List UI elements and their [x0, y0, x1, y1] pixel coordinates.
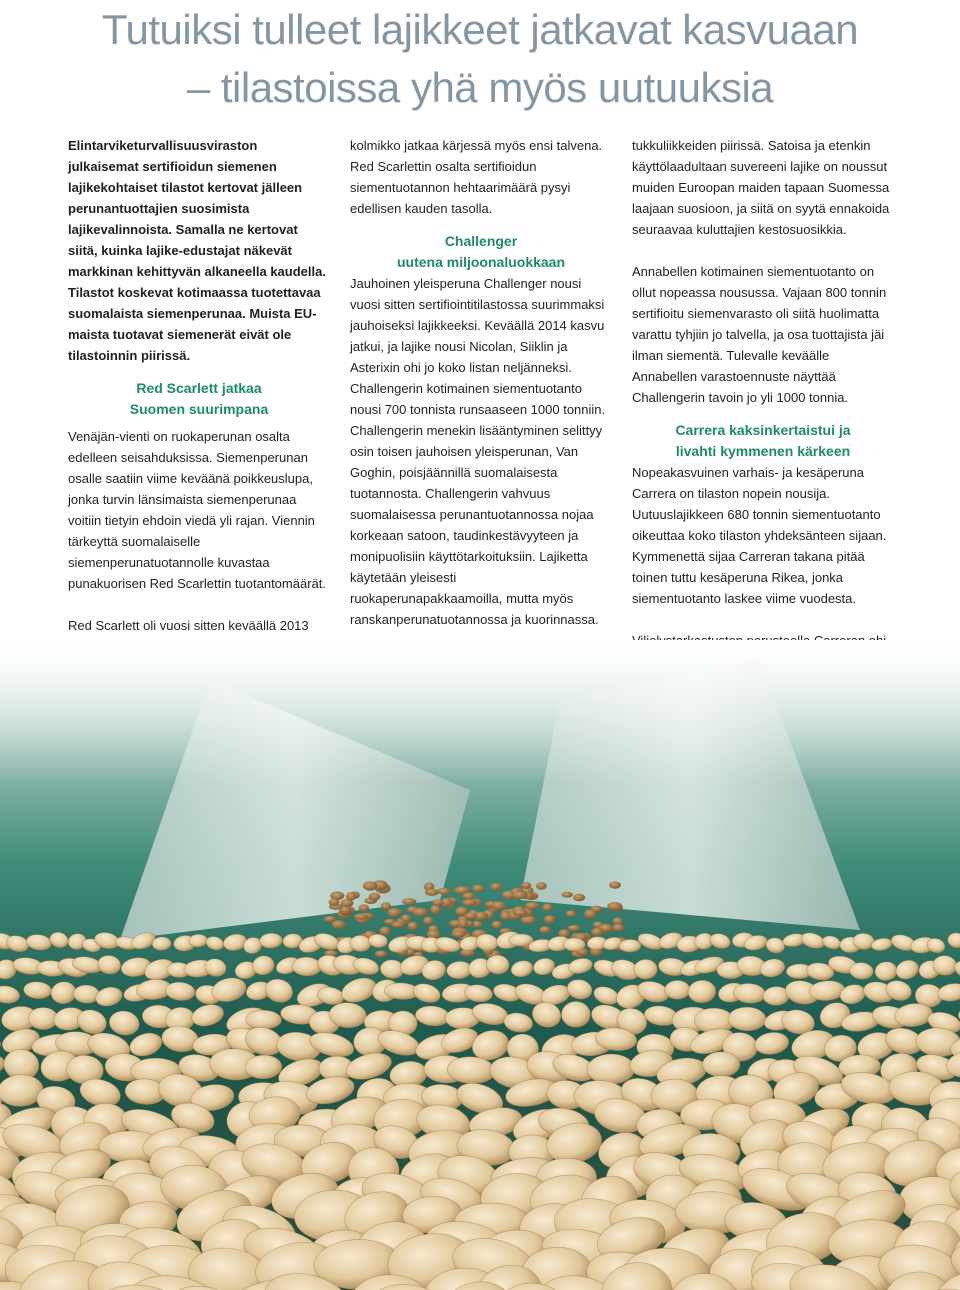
body-paragraph: Red Scarlett oli vuosi sitten keväällä 2013 [68, 615, 330, 804]
body-paragraph: Challengerin menekin lisääntyminen selittyy osin toisen jauhoisen yleisperunan, Van Goghin, poisjäännillä suomalaisesta tuotannosta. Challengerin vahvuus suomalaisessa perunantuotannossa nojaa korkeaan satoon, taudinkestävyyteen ja monipuolisiin käyttötarkoituksiin. Lajiketta käytetään yleisesti ruokaperunapakkaamoilla, mutta myös ranskanperunatuotannossa ja kuorinnassa. [350, 423, 603, 627]
subheading-challenger-1: Challenger [444, 233, 518, 249]
potato-conveyor-photo [0, 640, 960, 1290]
body-paragraph: tukkuliikkeiden piirissä. Satoisa ja etenkin käyttölaadultaan suvereeni lajike on noussut muiden Euroopan maiden tapaan Suomessa laajaan suosioon, ja siitä on syytä ennakoida seuraavaa kuluttajien kestosuosikkia. [632, 138, 890, 237]
body-paragraph: Jauhoinen yleisperuna Challenger nousi vuosi sitten sertifiointitilastossa suurimmaksi jauhoiseksi lajikkeeksi. Keväällä 2014 kasvu jatkui, ja lajike nousi Nicolan, Siiklin ja Asterixin ohi jo koko listan neljänneksi. Challengerin kotimainen siementuotanto nousi 700 tonnista runsaaseen 1000 tonniin. [350, 276, 606, 417]
body-paragraph: Venäjän-vienti on ruokaperunan osalta edelleen seisahduksissa. Siemenperunan osalle saatiin viime keväänä poikkeuslupa, jonka turvin länsimaista siemenperunaa voitiin tietyin ehdoin viedä yli rajan. Viennin tärkeyttä suomalaiselle siemenperunatuotannolle kuvastaa punakuorisen Red Scarlettin tuotantomäärät. [68, 429, 326, 591]
body-paragraph: Annabellen kotimainen siementuotanto on ollut nopeassa nousussa. Vajaan 800 tonnin sertifioitu siemenvarasto oli siitä huolimatta varattu tyhjiin jo talvella, ja osa tuottajista jäi ilman siementä. Tulevalle keväälle Annabellen varastoennuste näyttää Challengerin tavoin jo yli 1000 tonnia. [632, 264, 887, 405]
text-column-3 [632, 135, 894, 693]
article-title-line-1: Tutuiksi tulleet lajikkeet jatkavat kasvuaan [101, 6, 859, 53]
subheading-red-scarlett-2: Suomen suurimpana [129, 401, 269, 417]
lead-paragraph: Elintarviketurvallisuusviraston julkaisemat sertifioidun siemenen lajikekohtaiset tilastot kertovat jälleen perunantuottajien suosimista lajikevalinnoista. Samalla ne kertovat siitä, kuinka lajike-edustajat näkevät markkinan kehittyvän alkaneella kaudella. Tilastot koskevat kotimaassa tuotettavaa suomalaista siemenperunaa. Muista EU-maista tuotavat siemenerät eivät ole tilastoinnin piirissä. [68, 138, 326, 363]
body-paragraph: Nopeakasvuinen varhais- ja kesäperuna Carrera on tilaston nopein nousija. Uutuuslajikkeen 680 tonnin siementuotanto oikeuttaa koko tilaston yhdeksänteen sijaan. Kymmenettä sijaa Carreran takana pitää toinen tuttu kesäperuna Rikea, jonka siementuotanto laskee viime vuodesta. [632, 465, 887, 606]
subheading-challenger-2: uutena miljoonaluokkaan [396, 254, 566, 270]
subheading-carrera-2: livahti kymmenen kärkeen [675, 443, 851, 459]
article-title-line-2: – tilastoissa yhä myös uutuuksia [186, 64, 774, 111]
subheading-carrera-1: Carrera kaksinkertaistui ja [675, 422, 851, 438]
subheading-red-scarlett-1: Red Scarlett jatkaa [136, 380, 262, 396]
body-paragraph: kolmikko jatkaa kärjessä myös ensi talvena. Red Scarlettin osalta sertifioidun siementuotannon hehtaarimäärä pysyi edellisen kauden tasolla. [350, 138, 603, 216]
